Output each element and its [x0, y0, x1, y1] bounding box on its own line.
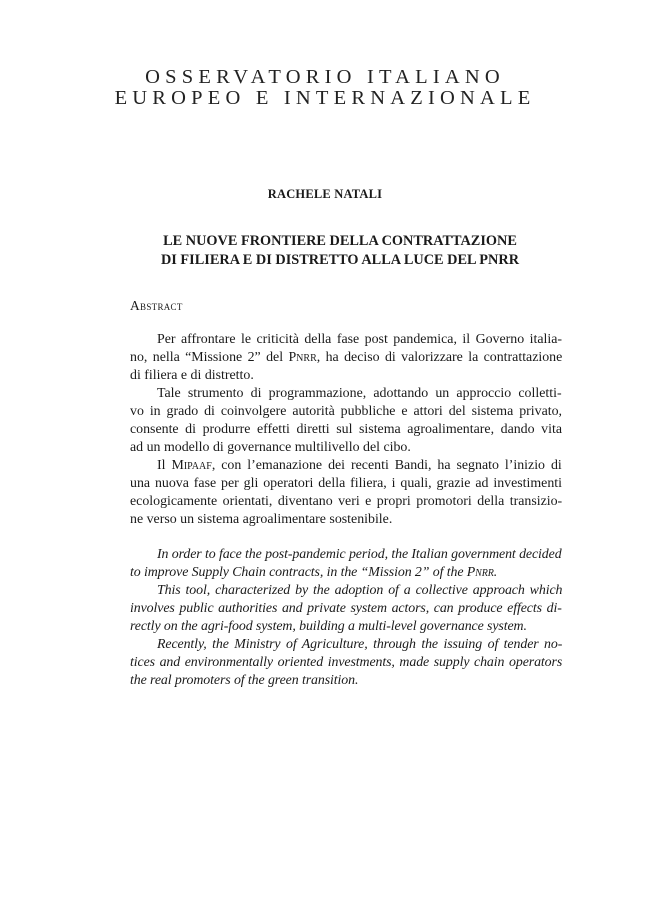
italian-paragraph-2: [130, 385, 562, 457]
text-line: to improve Supply Chain contracts, in the “Mission 2” of the Pnrr.: [130, 565, 498, 580]
italian-paragraph-1: [130, 331, 562, 385]
acronym: Mipaaf: [171, 458, 212, 473]
text-line: rectly on the agri-food system, building a multi-level governance system.: [130, 619, 527, 634]
acronym: Pnrr: [288, 350, 317, 365]
text-line: Per affrontare le criticità della fase post pandemica, il Governo italia-: [157, 332, 563, 347]
text-line: vo in grado di coinvolgere autorità pubbliche e attori del sistema privato,: [130, 404, 563, 419]
italian-paragraph-3: [130, 457, 562, 529]
journal-title-line-2: EUROPEO E INTERNAZIONALE: [114, 87, 536, 109]
text-line: tices and environmentally oriented investments, made supply chain operators: [130, 655, 563, 670]
text-line: consente di produrre effetti diretti sul sistema agroalimentare, dando vita: [130, 422, 562, 437]
text-line: the real promoters of the green transition.: [130, 673, 359, 688]
article-title-line-1: LE NUOVE FRONTIERE DELLA CONTRATTAZIONE: [163, 233, 517, 249]
text-line: Recently, the Ministry of Agriculture, through the issuing of tender no-: [157, 637, 563, 652]
text-line: ad un modello di governance multilivello del cibo.: [130, 440, 411, 455]
text-line: di filiera e di distretto.: [130, 368, 254, 383]
text-line: Tale strumento di programmazione, adottando un approccio colletti-: [157, 386, 562, 401]
author-name: RACHELE NATALI: [267, 187, 383, 201]
english-paragraph-3: [130, 636, 562, 690]
text-line: ecologicamente orientati, diventano veri e propri promotori della transizio-: [130, 494, 563, 509]
text-line: no, nella “Missione 2” del Pnrr, ha deciso di valorizzare la contrattazione: [130, 350, 563, 365]
text-line: una nuova fase per gli operatori della filiera, i quali, grazie ad investimenti: [130, 476, 563, 491]
abstract-heading: Abstract: [130, 298, 183, 313]
text-line: involves public authorities and private system actors, can produce effects di-: [130, 601, 562, 616]
text-line: Il Mipaaf, con l’emanazione dei recenti Bandi, ha segnato l’inizio di: [157, 458, 562, 473]
text-line: This tool, characterized by the adoption of a collective approach which: [157, 583, 563, 598]
acronym: Pnrr: [466, 565, 494, 580]
english-paragraph-2: [130, 582, 562, 636]
text-line: ne verso un sistema agroalimentare sostenibile.: [130, 512, 393, 527]
article-title-line-2: DI FILIERA E DI DISTRETTO ALLA LUCE DEL PNRR: [160, 252, 520, 268]
text-line: In order to face the post-pandemic period, the Italian government decided: [157, 547, 562, 562]
journal-title-line-1: OSSERVATORIO ITALIANO: [145, 66, 505, 88]
english-paragraph-1: [130, 546, 562, 582]
